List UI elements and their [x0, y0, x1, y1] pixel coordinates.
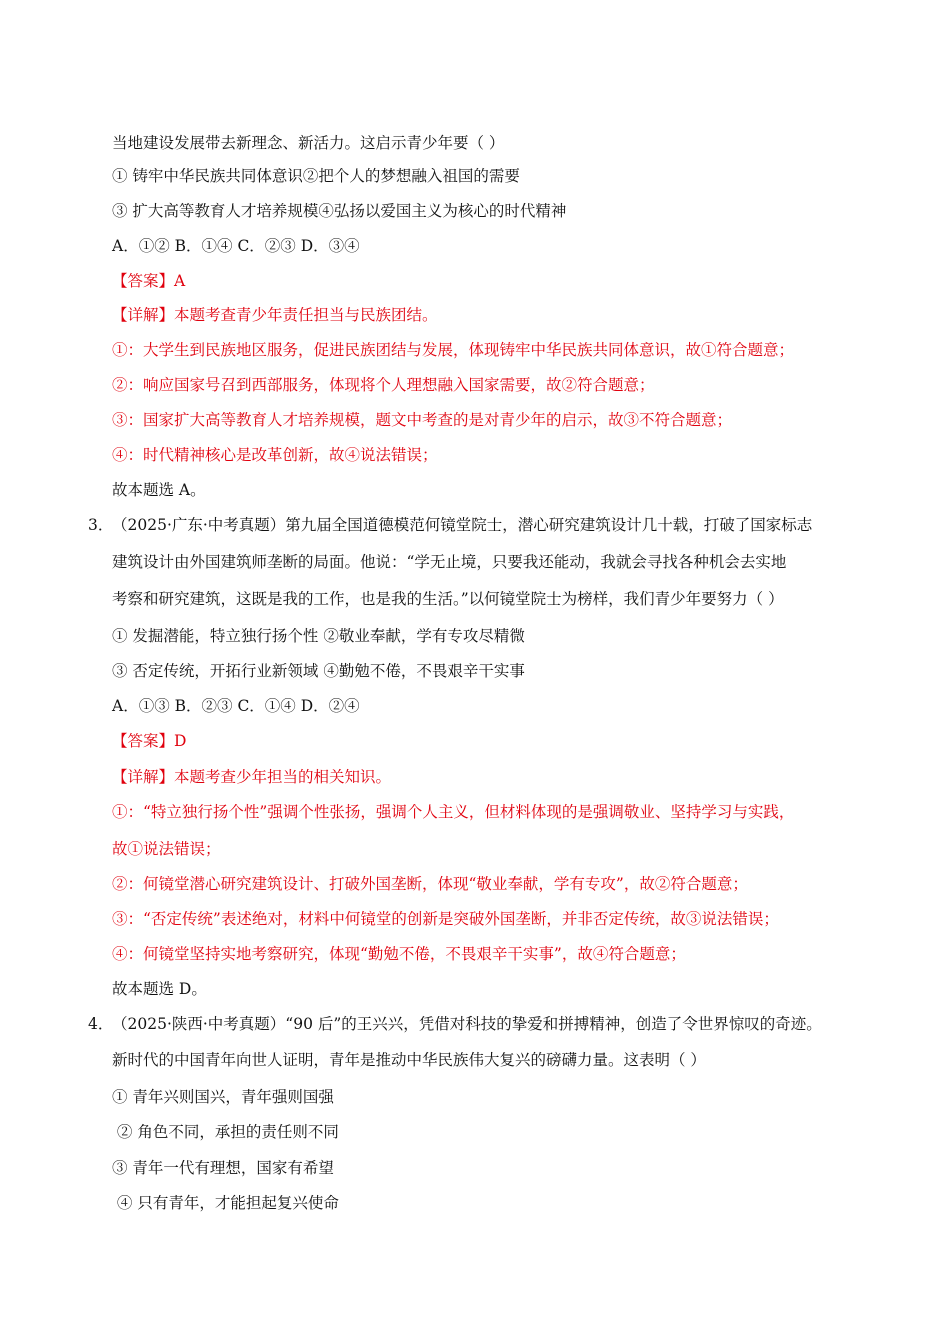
q3-detail-1b: 故①说法错误；: [112, 840, 221, 858]
q4-statement-2: ② 角色不同，承担的责任则不同: [112, 1123, 339, 1141]
q2-stem-continuation: 当地建设发展带去新理念、新活力。这启示青少年要（ ）: [112, 134, 505, 152]
q3-statement-3-4: ③ 否定传统，开拓行业新领域 ④勤勉不倦，不畏艰辛干实事: [112, 662, 525, 680]
q3-conclusion: 故本题选 D。: [112, 980, 207, 998]
q2-conclusion: 故本题选 A。: [112, 481, 206, 499]
q4-statement-3: ③ 青年一代有理想，国家有希望: [112, 1159, 334, 1177]
q4-stem-line-1: （2025·陕西·中考真题）“90 后”的王兴兴，凭借对科技的挚爱和拼搏精神，创造了令世界惊叹的奇迹。: [112, 1015, 822, 1033]
q2-statement-3-4: ③ 扩大高等教育人才培养规模④弘扬以爱国主义为核心的时代精神: [112, 202, 567, 220]
q4-stem-line-2: 新时代的中国青年向世人证明，青年是推动中华民族伟大复兴的磅礴力量。这表明（ ）: [112, 1051, 706, 1069]
q4-number: 4．: [88, 1015, 114, 1033]
q3-detail-3: ③：“否定传统”表述绝对，材料中何镜堂的创新是突破外国垄断，并非否定传统，故③说法错误；: [112, 910, 779, 928]
q4-statement-4: ④ 只有青年，才能担起复兴使命: [112, 1194, 339, 1212]
q3-detail-1a: ①：“特立独行扬个性”强调个性张扬，强调个人主义，但材料体现的是强调敬业、坚持学习与实践，: [112, 803, 795, 821]
q2-options: A．①② B．①④ C．②③ D．③④: [112, 237, 360, 255]
q2-answer: 【答案】A: [112, 272, 186, 290]
q2-detail-4: ④：时代精神核心是改革创新，故④说法错误；: [112, 446, 438, 464]
q3-statement-1-2: ① 发掘潜能，特立独行扬个性 ②敬业奉献，学有专攻尽精微: [112, 627, 525, 645]
q3-detail: 【详解】本题考查少年担当的相关知识。: [112, 768, 392, 786]
q2-detail-1: ①：大学生到民族地区服务，促进民族团结与发展，体现铸牢中华民族共同体意识，故①符合题意；: [112, 341, 795, 359]
q3-detail-2: ②：何镜堂潜心研究建筑设计、打破外国垄断，体现“敬业奉献，学有专攻”，故②符合题意；: [112, 875, 748, 893]
q2-statement-1-2: ① 铸牢中华民族共同体意识②把个人的梦想融入祖国的需要: [112, 167, 520, 185]
q4-statement-1: ① 青年兴则国兴，青年强则国强: [112, 1088, 334, 1106]
q3-options: A．①③ B．②③ C．①④ D．②④: [112, 697, 360, 715]
q3-stem-line-3: 考察和研究建筑，这既是我的工作，也是我的生活。”以何镜堂院士为榜样，我们青少年要努力（ ）: [112, 590, 784, 608]
q3-detail-4: ④：何镜堂坚持实地考察研究，体现“勤勉不倦，不畏艰辛干实事”，故④符合题意；: [112, 945, 686, 963]
q2-detail: 【详解】本题考查青少年责任担当与民族团结。: [112, 306, 438, 324]
q3-answer: 【答案】D: [112, 732, 187, 750]
q2-detail-3: ③：国家扩大高等教育人才培养规模，题文中考查的是对青少年的启示，故③不符合题意；: [112, 411, 733, 429]
q3-stem-line-2: 建筑设计由外国建筑师垄断的局面。他说：“学无止境，只要我还能动，我就会寻找各种机会去实地: [112, 553, 787, 571]
q3-number: 3．: [88, 516, 114, 534]
q3-stem-line-1: （2025·广东·中考真题）第九届全国道德模范何镜堂院士，潜心研究建筑设计几十载，打破了国家标志: [112, 516, 813, 534]
q2-detail-2: ②：响应国家号召到西部服务，体现将个人理想融入国家需要，故②符合题意；: [112, 376, 655, 394]
